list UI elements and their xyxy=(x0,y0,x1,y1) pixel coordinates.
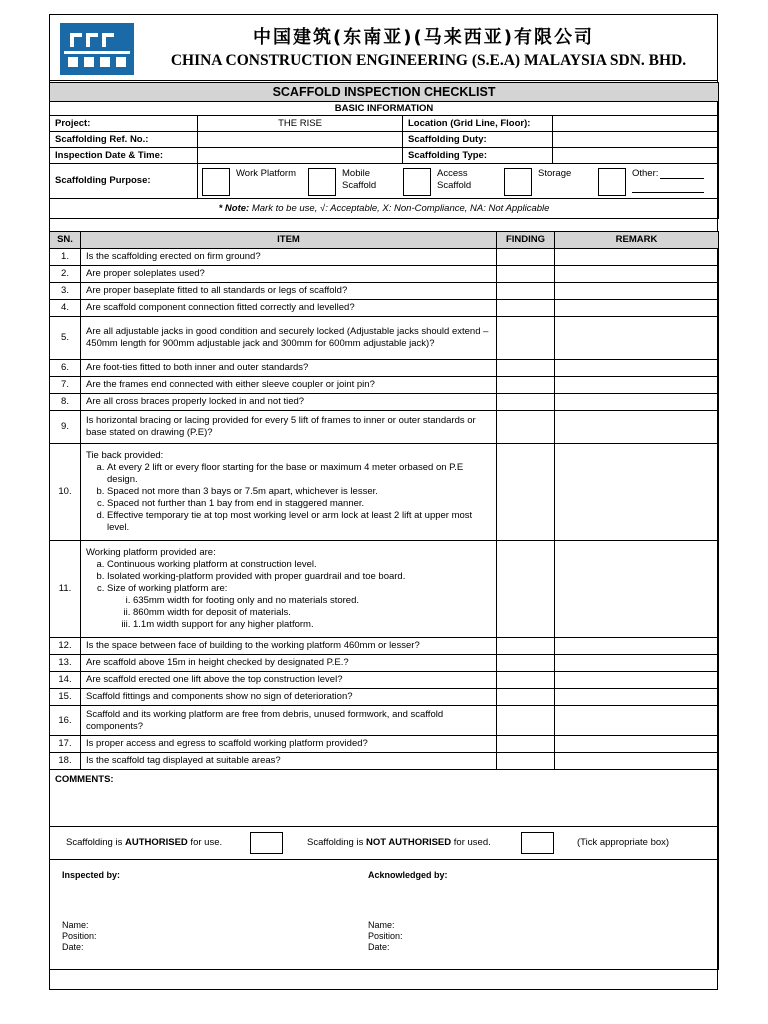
finding-cell[interactable] xyxy=(497,655,555,672)
sub-list: a. Continuous working platform at construction level. b. Isolated working-platform provided with proper guardrail and toe board. c. Size of working platform are: i. 635mm width for footing only and no materials stored. ii. 860mm width for deposit of materials. iii. 1.1m width support for any higher platform. xyxy=(86,559,491,631)
checklist-form xyxy=(49,14,718,990)
finding-cell[interactable] xyxy=(497,283,555,300)
table-row: 7. Are the frames end connected with either sleeve coupler or joint pin? xyxy=(50,377,719,394)
company-header xyxy=(50,15,717,81)
signoff-row xyxy=(50,860,719,970)
project-label: Project: xyxy=(50,116,198,132)
legend-note: * Note: Mark to be use, √: Acceptable, X: Non-Compliance, NA: Not Applicable xyxy=(50,199,719,219)
checkbox[interactable] xyxy=(308,168,336,196)
table-row: 14. Are scaffold erected one lift above the top construction level? xyxy=(50,672,719,689)
table-row: 4. Are scaffold component connection fitted correctly and levelled? xyxy=(50,300,719,317)
finding-cell[interactable] xyxy=(497,377,555,394)
ref-no-label: Scaffolding Ref. No.: xyxy=(50,132,198,148)
table-row: 12. Is the space between face of building to the working platform 460mm or lesser? xyxy=(50,638,719,655)
remark-cell[interactable] xyxy=(555,689,719,706)
remark-cell[interactable] xyxy=(555,266,719,283)
not-authorised-label: Scaffolding is NOT AUTHORISED for used. xyxy=(307,837,491,848)
finding-cell[interactable] xyxy=(497,672,555,689)
inspector-details[interactable]: Name: Position: Date: xyxy=(62,920,97,952)
checkbox[interactable] xyxy=(403,168,431,196)
finding-cell[interactable] xyxy=(497,541,555,638)
comments-label: COMMENTS: xyxy=(55,774,114,785)
table-row: 10. Tie back provided: a. At every 2 lift or every floor starting for the base or maximum 4 meter orbased on P.E design. b. Spaced not more than 3 bays or 7.5m apart, whichever is lesser. c. Spaced not further than 1 bay from end in staggered manner. d. Effective temporary tie at top most working level or arm lock at least 2 lift at upper most level. xyxy=(50,444,719,541)
remark-cell[interactable] xyxy=(555,638,719,655)
company-name-english: CHINA CONSTRUCTION ENGINEERING (S.E.A) MALAYSIA SDN. BHD. xyxy=(170,52,687,69)
purpose-label: Scaffolding Purpose: xyxy=(50,164,198,199)
finding-cell[interactable] xyxy=(497,689,555,706)
inspected-by-label: Inspected by: xyxy=(62,870,121,880)
table-row: 18. Is the scaffold tag displayed at suitable areas? xyxy=(50,753,719,770)
remark-cell[interactable] xyxy=(555,249,719,266)
authorised-checkbox[interactable] xyxy=(250,832,283,854)
basic-info-heading: BASIC INFORMATION xyxy=(50,102,719,116)
col-finding: FINDING xyxy=(497,232,555,249)
checkbox[interactable] xyxy=(504,168,532,196)
inspection-date-label: Inspection Date & Time: xyxy=(50,148,198,164)
col-remark: REMARK xyxy=(555,232,719,249)
finding-cell[interactable] xyxy=(497,300,555,317)
tick-note: (Tick appropriate box) xyxy=(577,837,670,848)
remark-cell[interactable] xyxy=(555,672,719,689)
checkbox[interactable] xyxy=(202,168,230,196)
finding-cell[interactable] xyxy=(497,411,555,444)
basic-info-table xyxy=(49,82,719,219)
table-row: 13. Are scaffold above 15m in height checked by designated P.E.? xyxy=(50,655,719,672)
authorised-label: Scaffolding is AUTHORISED for use. xyxy=(66,837,223,848)
table-row: 17. Is proper access and egress to scaffold working platform provided? xyxy=(50,736,719,753)
comments-field[interactable] xyxy=(50,770,719,827)
finding-cell[interactable] xyxy=(497,706,555,736)
remark-cell[interactable] xyxy=(555,655,719,672)
remark-cell[interactable] xyxy=(555,753,719,770)
finding-cell[interactable] xyxy=(497,753,555,770)
table-row: 16. Scaffold and its working platform are free from debris, unused formwork, and scaffold components? xyxy=(50,706,719,736)
finding-cell[interactable] xyxy=(497,394,555,411)
remark-cell[interactable] xyxy=(555,377,719,394)
comments-row xyxy=(50,770,719,827)
table-row: 15. Scaffold fittings and components show no sign of deterioration? xyxy=(50,689,719,706)
company-name-chinese: 中国建筑(东南亚)(马来西亚)有限公司 xyxy=(253,27,594,48)
table-row: 3. Are proper baseplate fitted to all standards or legs of scaffold? xyxy=(50,283,719,300)
finding-cell[interactable] xyxy=(497,736,555,753)
table-row: 2. Are proper soleplates used? xyxy=(50,266,719,283)
not-authorised-checkbox[interactable] xyxy=(521,832,554,854)
col-item: ITEM xyxy=(81,232,497,249)
finding-cell[interactable] xyxy=(497,317,555,360)
table-row: 1. Is the scaffolding erected on firm ground? xyxy=(50,249,719,266)
acknowledged-by-label: Acknowledged by: xyxy=(368,870,448,880)
project-value[interactable]: THE RISE xyxy=(198,116,403,132)
duty-value[interactable] xyxy=(553,132,719,148)
remark-cell[interactable] xyxy=(555,360,719,377)
remark-cell[interactable] xyxy=(555,736,719,753)
remark-cell[interactable] xyxy=(555,706,719,736)
purpose-options: Work Platform Mobile Scaffold Access Scaffold Storage Other: xyxy=(198,164,719,199)
duty-label: Scaffolding Duty: xyxy=(403,132,553,148)
finding-cell[interactable] xyxy=(497,444,555,541)
remark-cell[interactable] xyxy=(555,317,719,360)
sub-list: a. At every 2 lift or every floor starting for the base or maximum 4 meter orbased on P.E design. b. Spaced not more than 3 bays or 7.5m apart, whichever is lesser. c. Spaced not further than 1 bay from end in staggered manner. d. Effective temporary tie at top most working level or arm lock at least 2 lift at upper most level. xyxy=(86,462,491,534)
finding-cell[interactable] xyxy=(497,249,555,266)
table-row: 11. Working platform provided are: a. Continuous working platform at construction level. b. Isolated working-platform provided with proper guardrail and toe board. c. Size of working platform are: i. 635mm width for footing only and no materials stored. ii. 860mm width for deposit of materials. iii. 1.1m width support for any higher platform. xyxy=(50,541,719,638)
sub-sub-list: i. 635mm width for footing only and no materials stored. ii. 860mm width for deposit of materials. iii. 1.1m width support for any higher platform. xyxy=(107,595,491,631)
remark-cell[interactable] xyxy=(555,300,719,317)
table-row: 6. Are foot-ties fitted to both inner and outer standards? xyxy=(50,360,719,377)
remark-cell[interactable] xyxy=(555,283,719,300)
location-value[interactable] xyxy=(553,116,719,132)
authorisation-row xyxy=(50,827,719,860)
col-sn: SN. xyxy=(50,232,81,249)
table-row: 9. Is horizontal bracing or lacing provided for every 5 lift of frames to inner or outer standards or base stated on drawing (P.E)? xyxy=(50,411,719,444)
remark-cell[interactable] xyxy=(555,541,719,638)
checkbox[interactable] xyxy=(598,168,626,196)
finding-cell[interactable] xyxy=(497,266,555,283)
inspection-date-value[interactable] xyxy=(198,148,403,164)
type-label: Scaffolding Type: xyxy=(403,148,553,164)
finding-cell[interactable] xyxy=(497,638,555,655)
remark-cell[interactable] xyxy=(555,394,719,411)
ref-no-value[interactable] xyxy=(198,132,403,148)
type-value[interactable] xyxy=(553,148,719,164)
checklist-table xyxy=(49,231,719,970)
remark-cell[interactable] xyxy=(555,444,719,541)
location-label: Location (Grid Line, Floor): xyxy=(403,116,553,132)
form-title: SCAFFOLD INSPECTION CHECKLIST xyxy=(50,83,719,102)
acknowledger-details[interactable]: Name: Position: Date: xyxy=(368,920,403,952)
table-row: 8. Are all cross braces properly locked in and not tied? xyxy=(50,394,719,411)
remark-cell[interactable] xyxy=(555,411,719,444)
table-row: 5. Are all adjustable jacks in good condition and securely locked (Adjustable jacks should extend – 450mm length for 900mm adjustable jack and 300mm for 600mm adjustable jack)? xyxy=(50,317,719,360)
finding-cell[interactable] xyxy=(497,360,555,377)
